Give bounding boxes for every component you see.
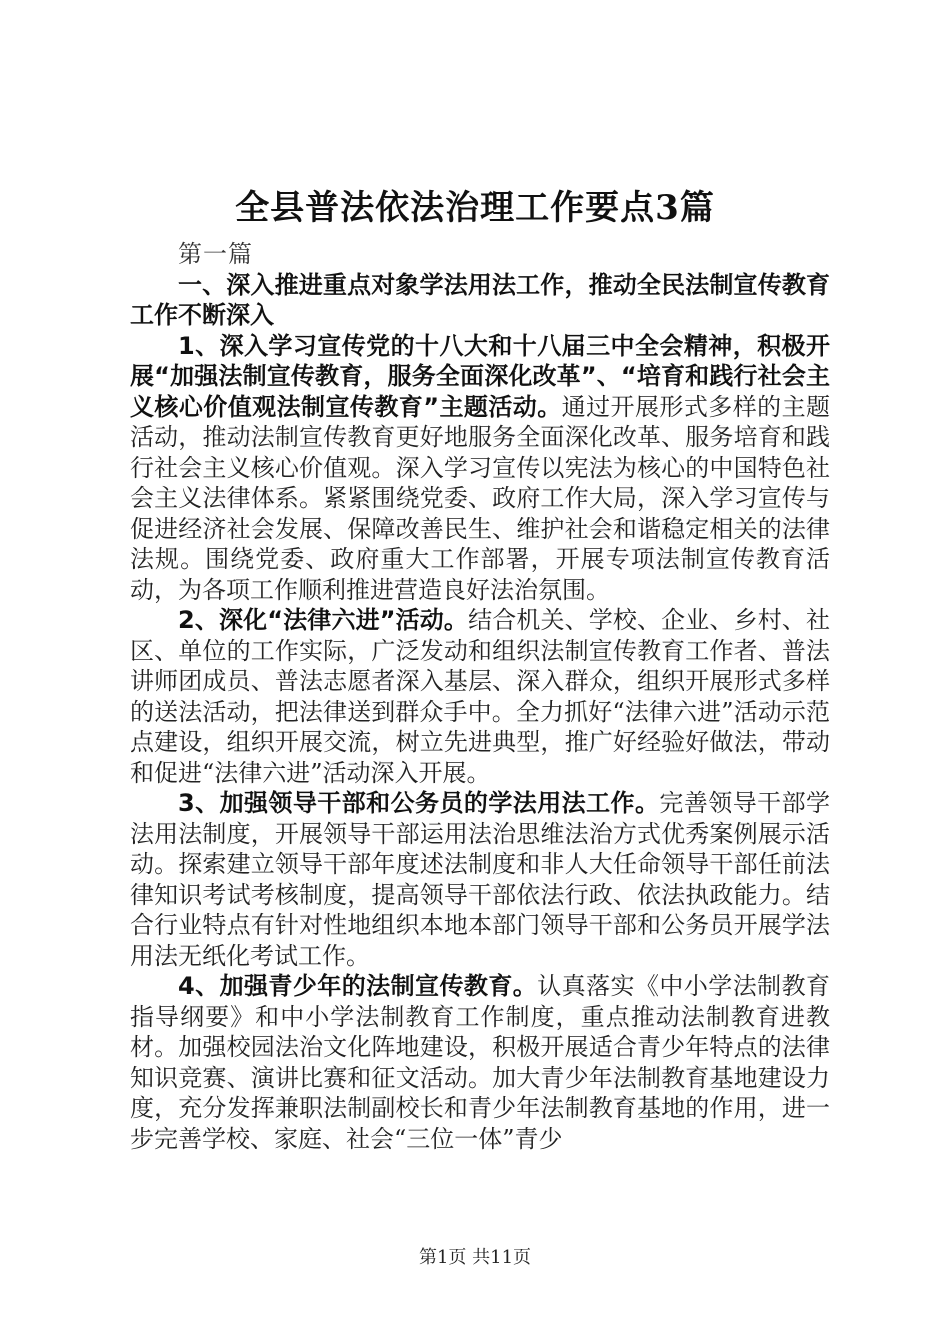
paragraph-2 [130, 605, 830, 788]
paragraph-1 [130, 331, 830, 606]
paragraph-1-text: 通过开展形式多样的主题活动，推动法制宣传教育更好地服务全面深化改革、服务培育和践行社会主义核心价值观。深入学习宣传以宪法为核心的中国特色社会主义法律体系。紧紧围绕党委、政府工作大局，深入学习宣传与促进经济社会发展、保障改善民生、维护社会和谐稳定相关的法律法规。围绕党委、政府重大工作部署，开展专项法制宣传教育活动，为各项工作顺利推进营造良好法治氛围。 [130, 392, 831, 604]
paragraph-4-lead: 4、加强青少年的法制宣传教育。 [178, 972, 538, 1000]
paragraph-2-lead: 2、深化“法律六进”活动。 [178, 606, 469, 634]
paragraph-3-lead: 3、加强领导干部和公务员的学法用法工作。 [178, 789, 660, 817]
paragraph-2-text: 结合机关、学校、企业、乡村、社区、单位的工作实际，广泛发动和组织法制宣传教育工作者、普法讲师团成员、普法志愿者深入基层、深入群众，组织开展形式多样的送法活动，把法律送到群众手中。全力抓好“法律六进”活动示范点建设，组织开展交流，树立先进典型，推广好经验好做法，带动和促进“法律六进”活动深入开展。 [130, 606, 831, 787]
paragraph-4 [130, 971, 830, 1154]
document-body [130, 239, 830, 1154]
paragraph-1-lead: 1、深入学习宣传党的十八大和十八届三中全会精神，积极开展“加强法制宣传教育，服务全面深化改革”、“培育和践行社会主义核心价值观法制宣传教育”主题活动。 [130, 331, 830, 421]
page-footer: 第1页 共11页 [418, 1247, 532, 1268]
paragraph-3-text: 完善领导干部学法用法制度，开展领导干部运用法治思维法治方式优秀案例展示活动。探索建立领导干部年度述法制度和非人大任命领导干部任前法律知识考试考核制度，提高领导干部依法行政、依法执政能力。结合行业特点有针对性地组织本地本部门领导干部和公务员开展学法用法无纸化考试工作。 [130, 789, 830, 970]
paragraph-3 [130, 788, 830, 971]
section-heading: 一、深入推进重点对象学法用法工作，推动全民法制宣传教育工作不断深入 [130, 270, 830, 329]
document-title: 全县普法依法治理工作要点3篇 [235, 188, 715, 228]
section-label: 第一篇 [178, 240, 253, 268]
paragraph-4-text: 认真落实《中小学法制教育指导纲要》和中小学法制教育工作制度，重点推动法制教育进教材。加强校园法治文化阵地建设，积极开展适合青少年特点的法律知识竞赛、演讲比赛和征文活动。加大青少年法制教育基地建设力度，充分发挥兼职法制副校长和青少年法制教育基地的作用，进一步完善学校、家庭、社会“三位一体”青少 [130, 972, 830, 1153]
